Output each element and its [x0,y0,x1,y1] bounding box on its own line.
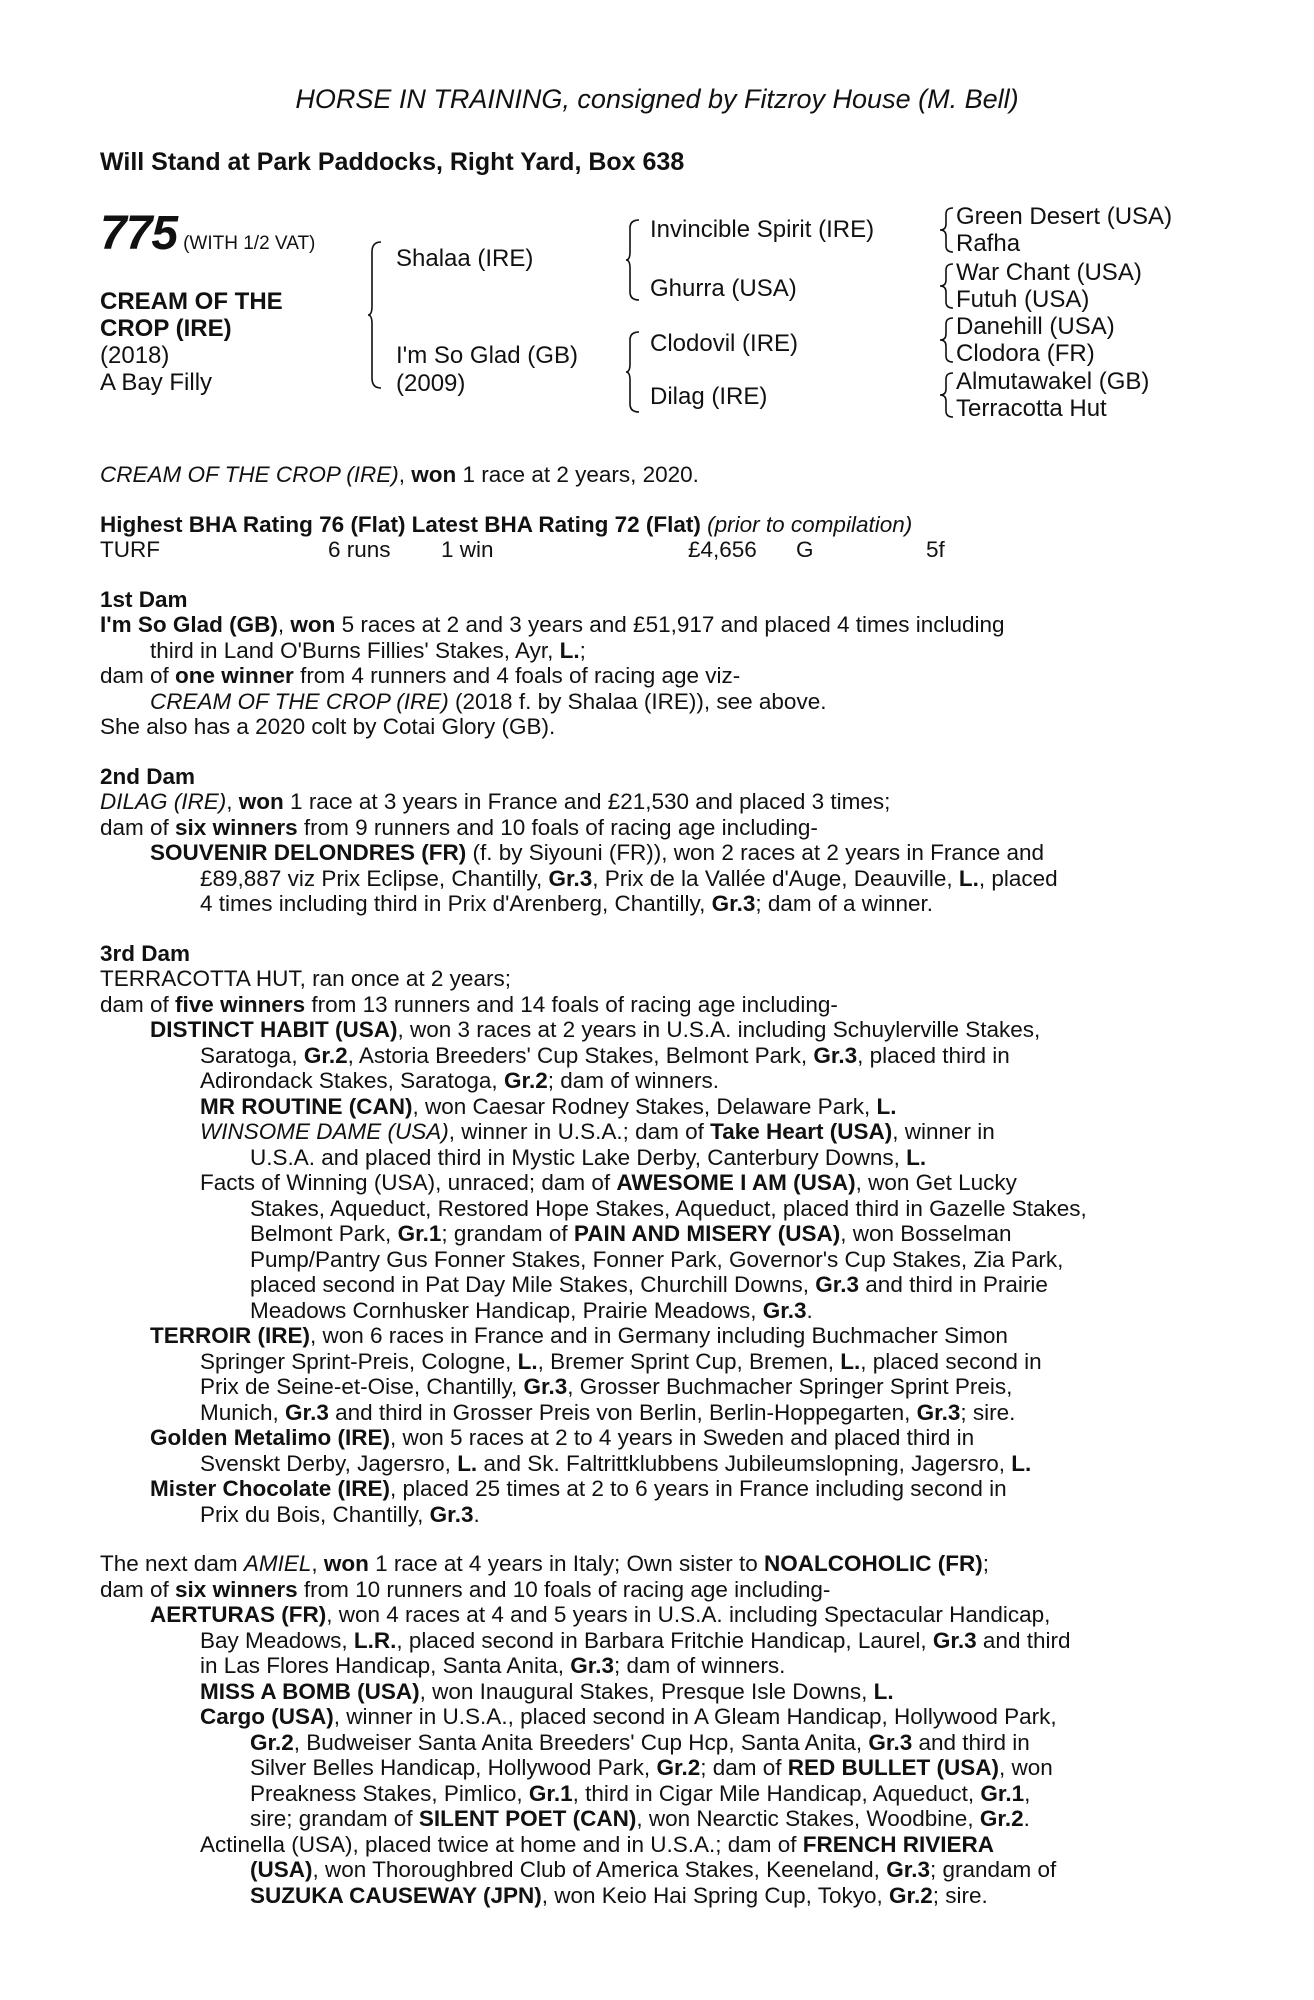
t: L. [457,1450,478,1476]
stand-location: Will Stand at Park Paddocks, Right Yard, Box 638 [100,148,685,176]
t: Facts of Winning (USA), unraced; dam of [200,1170,617,1195]
t: Prix de Seine-et-Oise, Chantilly, [200,1374,524,1399]
record-prize: £4,656 [688,537,757,562]
t: L.R. [353,1627,397,1653]
t: ; dam of winners. [547,1068,720,1093]
t: . [806,1297,813,1323]
t: L. [873,1678,894,1704]
t: Gr.3 [548,865,593,891]
t: Springer Sprint-Preis, Cologne, [200,1348,518,1374]
t: . [1023,1806,1030,1831]
t: Gr.1 [980,1780,1025,1806]
t: sire; grandam of [250,1806,419,1831]
catalogue-body [100,462,1205,1908]
t: dam of [100,991,176,1017]
t: won [290,612,336,637]
t: Gr.3 [570,1653,614,1678]
t: from 13 runners and 14 foals of racing age including- [305,991,838,1017]
t: , placed 25 times at 2 to 6 years in France including second in [390,1476,1007,1501]
record-surface: TURF [100,537,160,562]
dam3-line [100,1349,1205,1375]
nextdam-line [100,1883,1205,1909]
dam1-line [100,663,1205,689]
bracket-ds-icon [940,316,954,368]
sire-dam-dam: Futuh (USA) [956,286,1090,313]
t: dam of [100,1576,176,1602]
t: and third in Grosser Preis von Berlin, Berlin-Hoppegarten, [328,1399,917,1425]
dam2-line [100,891,1205,917]
t: , winner in U.S.A., placed second in A Gleam Handicap, Hollywood Park, [333,1704,1057,1729]
t: AWESOME I AM (USA) [616,1170,856,1195]
vat-note: (WITH 1/2 VAT) [183,233,316,254]
t: ; dam of [700,1755,788,1780]
t: , won Get Lucky [855,1170,1017,1195]
sire-sire-dam: Rafha [956,230,1021,257]
dam3-line [100,1272,1205,1298]
t: 4 times including third in Prix d'Arenberg, Chantilly, [200,891,712,916]
t: Gr.3 [932,1627,977,1653]
t: Adirondack Stakes, Saratoga, [200,1068,504,1093]
horse-name-line1: CREAM OF THE [100,288,283,315]
bracket-dam-icon [626,330,640,418]
t: , placed third in [857,1042,1010,1068]
t: , won Nearctic Stakes, Woodbine, [636,1806,980,1831]
dam-sire-dam: Clodora (FR) [956,340,1095,367]
t: (USA) [250,1857,313,1882]
t: SILENT POET (CAN) [418,1806,637,1831]
dam3-line [100,1400,1205,1426]
t: , Prix de la Vallée d'Auge, Deauville, [592,865,959,891]
t: (2018 f. by Shalaa (IRE)), see above. [448,688,827,714]
dam3-line [100,1221,1205,1247]
dam1-heading: 1st Dam [100,586,188,612]
dam3-line: Pump/Pantry Gus Fonner Stakes, Fonner Park, Governor's Cup Stakes, Zia Park, [250,1246,1064,1272]
summary-name: CREAM OF THE CROP (IRE) [100,462,399,487]
t: , Astoria Breeders' Cup Stakes, Belmont Park, [347,1042,814,1068]
dam3-line [100,1170,1205,1196]
nextdam-line [100,1551,1205,1577]
t: one winner [175,663,294,688]
nextdam-line [100,1806,1205,1832]
nextdam-line [100,1781,1205,1807]
t: Preakness Stakes, Pimlico, [250,1780,529,1806]
sire-name: Shalaa (IRE) [396,245,534,272]
t: £89,887 viz Prix Eclipse, Chantilly, [200,865,549,891]
dam3-line [100,1017,1205,1043]
t: 1 race at 4 years in Italy; Own sister to [368,1551,765,1576]
consignor-heading: HORSE IN TRAINING, consigned by Fitzroy House (M. Bell) [295,84,1019,114]
rating-note: (prior to compilation) [707,511,913,537]
t: in Las Flores Handicap, Santa Anita, [200,1653,571,1678]
t: six winners [175,1576,298,1602]
bracket-gen1-icon [368,240,382,394]
t: Gr.3 [711,891,756,916]
t: won [238,789,284,814]
dam3-line [100,1043,1205,1069]
rating-text: Highest BHA Rating 76 (Flat) Latest BHA Rating 72 (Flat) [100,511,701,537]
dam3-line [100,1145,1205,1171]
t: Gr.3 [762,1297,807,1323]
next-dam-block [100,1551,1205,1908]
t: Gr.2 [503,1068,548,1093]
t: won [323,1551,369,1576]
t: from 9 runners and 10 foals of racing age including- [297,814,818,840]
nextdam-line [100,1755,1205,1781]
nextdam-line [100,1653,1205,1679]
sire-dam-sire: War Chant (USA) [956,259,1142,286]
t: , placed second in [860,1348,1042,1374]
t: AMIEL [243,1551,312,1576]
dam-sire: Clodovil (IRE) [650,330,799,357]
t: Gr.2 [303,1042,348,1068]
nextdam-line [100,1602,1205,1628]
dam3-line [100,1374,1205,1400]
sire-dam: Ghurra (USA) [650,275,797,302]
t: L. [517,1348,538,1374]
t: , won 6 races in France and in Germany including Buchmacher Simon [310,1323,1008,1348]
dam3-heading: 3rd Dam [100,940,191,966]
summary-won: won [411,462,457,487]
t: Gr.1 [528,1780,573,1806]
nextdam-line [100,1857,1205,1883]
t: , [1024,1780,1031,1806]
dam3-line [100,1425,1205,1451]
t: third in Land O'Burns Fillies' Stakes, Ayr, [150,637,560,663]
t: ; grandam of [929,1857,1057,1882]
dam2-block [100,789,1205,917]
t: MR ROUTINE (CAN) [200,1093,413,1119]
dam3-line [100,1094,1205,1120]
t: AERTURAS (FR) [150,1602,327,1627]
t: Silver Belles Handicap, Hollywood Park, [250,1755,657,1780]
t: and Sk. Faltrittklubbens Jubileumslopning, Jagersro, [477,1450,1012,1476]
t: Meadows Cornhusker Handicap, Prairie Meadows, [250,1297,763,1323]
t: MISS A BOMB (USA) [200,1678,420,1704]
t: , won Caesar Rodney Stakes, Delaware Park, [412,1093,877,1119]
t: and third in Prairie [859,1272,1048,1297]
t: Gr.3 [916,1399,961,1425]
lot-number-line [100,206,315,261]
t: from 10 runners and 10 foals of racing age including- [297,1576,831,1602]
dam2-line [100,789,1205,815]
t: Saratoga, [200,1042,304,1068]
sire-sire: Invincible Spirit (IRE) [650,216,875,243]
t: Gr.3 [285,1399,329,1425]
t: L. [958,865,979,891]
t: CREAM OF THE CROP (IRE) [150,688,449,714]
t: , won Thoroughbred Club of America Stakes, Keeneland, [312,1857,887,1882]
dam3-line: Stakes, Aqueduct, Restored Hope Stakes, Aqueduct, placed third in Gazelle Stakes, [250,1195,1087,1221]
dam3-line [100,1451,1205,1477]
t: and third in [912,1729,1030,1755]
nextdam-line [100,1832,1205,1858]
dam3-line [100,1119,1205,1145]
bracket-sd-icon [940,262,954,314]
t: Gr.2 [979,1806,1024,1831]
t: PAIN AND MISERY (USA) [573,1221,841,1246]
t: ; sire. [960,1399,1016,1425]
t: Cargo (USA) [200,1704,334,1729]
dam3-line: TERRACOTTA HUT, ran once at 2 years; [100,966,511,991]
t: The next dam [100,1551,244,1576]
t: ; sire. [932,1882,988,1908]
dam3-line [100,1298,1205,1324]
dam1-line [100,638,1205,664]
t: , third in Cigar Mile Handicap, Aqueduct, [572,1780,981,1806]
t: , [311,1551,324,1576]
t: 1 race at 3 years in France and £21,530 and placed 3 times; [283,789,891,814]
dam3-line [100,1476,1205,1502]
t: 5 races at 2 and 3 years and £51,917 and placed 4 times including [335,612,1005,637]
t: Gr.3 [523,1374,568,1399]
t: Mister Chocolate (IRE) [150,1476,391,1501]
t: and third [976,1627,1071,1653]
t: ; dam of a winner. [755,891,934,916]
dam3-line [100,1502,1205,1528]
t: L. [876,1093,897,1119]
t: ; grandam of [441,1221,574,1246]
t: , won 5 races at 2 to 4 years in Sweden and placed third in [390,1425,975,1450]
summary-detail: 1 race at 2 years, 2020. [456,462,699,487]
t: , [226,789,239,814]
lot-number: 775 [100,207,178,260]
nextdam-line [100,1730,1205,1756]
t: L. [906,1144,927,1170]
t: Take Heart (USA) [710,1119,893,1144]
t: ; [579,637,586,663]
bracket-ss-icon [940,206,954,258]
t: , won Inaugural Stakes, Presque Isle Downs, [419,1678,874,1704]
t: Prix du Bois, Chantilly, [200,1501,430,1527]
t: U.S.A. and placed third in Mystic Lake Derby, Canterbury Downs, [250,1144,907,1170]
t: five winners [175,991,306,1017]
summary-sep: , [398,462,412,487]
dam1-block [100,612,1205,740]
dam-dam-sire: Almutawakel (GB) [956,368,1150,395]
t: I'm So Glad (GB) [100,612,278,637]
record-going: G [796,537,814,562]
horse-description: A Bay Filly [100,369,213,396]
dam1-line: She also has a 2020 colt by Cotai Glory (GB). [100,714,556,739]
t: from 4 runners and 4 foals of racing age viz- [293,663,741,688]
t: , winner in U.S.A.; dam of [448,1119,711,1144]
horse-year: (2018) [100,342,170,369]
dam2-heading: 2nd Dam [100,763,196,789]
dam2-line [100,840,1205,866]
horse-name-line2: CROP (IRE) [100,315,232,342]
dam1-line [100,689,1205,715]
t: , Budweiser Santa Anita Breeders' Cup Hcp, Santa Anita, [293,1729,869,1755]
t: RED BULLET (USA) [787,1755,999,1780]
t: Gr.2 [250,1729,294,1755]
t: SUZUKA CAUSEWAY (JPN) [250,1882,542,1908]
t: DISTINCT HABIT (USA) [150,1017,398,1042]
dam1-line [100,612,1205,638]
t: , placed [978,865,1058,891]
t: Gr.3 [886,1857,930,1882]
nextdam-line [100,1628,1205,1654]
dam2-line [100,815,1205,841]
t: ; dam of winners. [614,1653,786,1678]
t: Gr.3 [429,1501,474,1527]
t: L. [1011,1450,1032,1476]
nextdam-line [100,1679,1205,1705]
sire-sire-sire: Green Desert (USA) [956,203,1173,230]
t: Golden Metalimo (IRE) [150,1425,391,1450]
t: , won Keio Hai Spring Cup, Tokyo, [541,1882,889,1908]
bracket-sire-icon [626,218,640,306]
t: dam of [100,663,176,688]
t: six winners [175,814,298,840]
t: , [277,612,291,637]
record-distance: 5f [926,537,945,562]
nextdam-line [100,1577,1205,1603]
t: Svenskt Derby, Jagersro, [200,1450,458,1476]
t: , won 3 races at 2 years in U.S.A. including Schuylerville Stakes, [397,1017,1041,1042]
dam3-line [100,992,1205,1018]
t: placed second in Pat Day Mile Stakes, Churchill Downs, [250,1272,816,1297]
t: , Grosser Buchmacher Springer Sprint Preis, [567,1374,1013,1399]
nextdam-line [100,1704,1205,1730]
t: WINSOME DAME (USA) [200,1119,449,1144]
t: . [473,1501,480,1527]
dam3-block [100,966,1205,1527]
t: (f. by Siyouni (FR)), won 2 races at 2 years in France and [466,840,1044,865]
t: Actinella (USA), placed twice at home and in U.S.A.; dam of [200,1831,803,1857]
t: Gr.3 [813,1042,858,1068]
t: Munich, [200,1399,286,1425]
t: ; [982,1551,990,1576]
t: SOUVENIR DELONDRES (FR) [150,840,467,865]
t: , Bremer Sprint Cup, Bremen, [537,1348,841,1374]
horse-identity [100,288,283,396]
race-summary [100,462,1205,488]
dam3-line [100,1068,1205,1094]
t: Gr.2 [889,1882,933,1908]
dam-dam-dam: Terracotta Hut [956,395,1107,422]
dam-dam: Dilag (IRE) [650,383,768,410]
t: FRENCH RIVIERA [802,1831,995,1857]
record-runs: 6 runs [328,537,391,562]
dam3-line [100,1323,1205,1349]
t: Bay Meadows, [200,1627,354,1653]
record-wins: 1 win [441,537,494,562]
t: , won 4 races at 4 and 5 years in U.S.A. including Spectacular Handicap, [326,1602,1051,1627]
t: Gr.1 [397,1221,442,1246]
bracket-dd-icon [940,371,954,423]
t: TERROIR (IRE) [150,1323,310,1348]
dam-sire-sire: Danehill (USA) [956,313,1115,340]
t: DILAG (IRE) [100,789,227,814]
t: NOALCOHOLIC (FR) [764,1551,983,1576]
t: , won [999,1755,1053,1780]
t: L. [840,1348,861,1374]
dam2-line [100,866,1205,892]
bha-rating [100,512,1205,538]
t: Belmont Park, [250,1221,398,1246]
t: , placed second in Barbara Fritchie Handicap, Laurel, [396,1627,933,1653]
t: , winner in [892,1119,995,1144]
dam-year: (2009) [396,370,466,397]
t: , won Bosselman [840,1221,1012,1246]
t: Gr.3 [815,1272,860,1297]
t: Gr.2 [656,1755,701,1780]
t: Gr.3 [868,1729,913,1755]
dam-name: I'm So Glad (GB) [396,342,578,369]
t: dam of [100,814,176,840]
t: L. [559,637,580,663]
turf-record [100,537,1205,563]
